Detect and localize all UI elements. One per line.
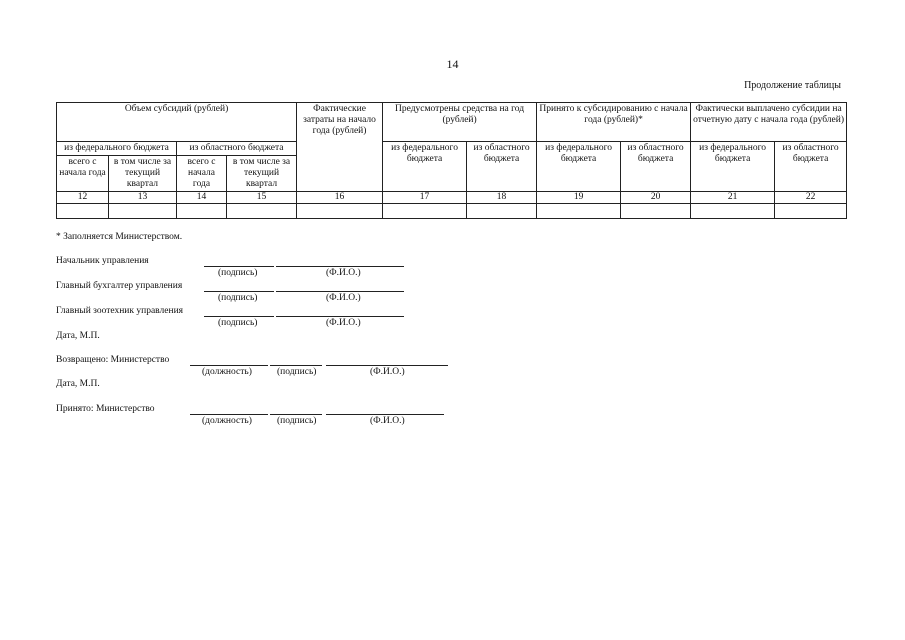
header-planned-federal: из федерального бюджета [383, 142, 467, 192]
header-actual-costs: Фактические затраты на начало года (рублей) [297, 103, 383, 192]
col-number: 19 [537, 192, 621, 204]
header-paid-federal: из федерального бюджета [691, 142, 775, 192]
col-number: 13 [109, 192, 177, 204]
caption-signature: (подпись) [218, 293, 258, 303]
label-chief-accountant: Главный бухгалтер управления [56, 281, 183, 291]
caption-fio: (Ф.И.О.) [326, 268, 361, 278]
header-from-regional: из областного бюджета [177, 142, 297, 156]
header-paid-regional: из областного бюджета [775, 142, 847, 192]
label-accepted-ministry: Принято: Министерство [56, 404, 155, 414]
fio-line [326, 414, 444, 415]
header-accepted: Принято к субсидированию с начала года (рублей)* [537, 103, 691, 142]
header-accepted-federal: из федерального бюджета [537, 142, 621, 192]
fio-line [276, 316, 404, 317]
label-date-stamp: Дата, М.П. [56, 379, 100, 389]
label-returned-ministry: Возвращено: Министерство [56, 355, 170, 365]
header-planned-funds: Предусмотрены средства на год (рублей) [383, 103, 537, 142]
col-number: 20 [621, 192, 691, 204]
header-accepted-regional: из областного бюджета [621, 142, 691, 192]
fio-line [276, 291, 404, 292]
col-number: 21 [691, 192, 775, 204]
header-current-quarter-regional: в том числе за текущий квартал [227, 156, 297, 192]
caption-fio: (Ф.И.О.) [370, 367, 405, 377]
signature-line [270, 414, 322, 415]
position-line [190, 414, 268, 415]
signature-line [204, 316, 274, 317]
caption-signature: (подпись) [218, 318, 258, 328]
fio-line [326, 365, 448, 366]
caption-fio: (Ф.И.О.) [326, 318, 361, 328]
header-subsidy-volume: Объем субсидий (рублей) [57, 103, 297, 142]
col-number: 14 [177, 192, 227, 204]
signature-line [270, 365, 322, 366]
col-number: 12 [57, 192, 109, 204]
label-head: Начальник управления [56, 256, 149, 266]
signature-line [204, 266, 274, 267]
header-total-since-start-regional: всего с начала года [177, 156, 227, 192]
label-chief-zootechnician: Главный зоотехник управления [56, 306, 184, 316]
continuation-label: Продолжение таблицы [744, 80, 841, 91]
fio-line [276, 266, 404, 267]
header-from-federal: из федерального бюджета [57, 142, 177, 156]
footnote: * Заполняется Министерством. [56, 232, 183, 242]
caption-signature: (подпись) [218, 268, 258, 278]
page-number: 14 [446, 57, 459, 71]
caption-signature: (подпись) [277, 367, 317, 377]
col-number: 16 [297, 192, 383, 204]
caption-position: (должность) [202, 416, 252, 426]
position-line [190, 365, 268, 366]
col-number: 15 [227, 192, 297, 204]
caption-position: (должность) [202, 367, 252, 377]
col-number: 22 [775, 192, 847, 204]
col-number: 17 [383, 192, 467, 204]
caption-signature: (подпись) [277, 416, 317, 426]
signature-line [204, 291, 274, 292]
header-paid: Фактически выплачено субсидии на отчетную дату с начала года (рублей) [691, 103, 847, 142]
col-number: 18 [467, 192, 537, 204]
header-planned-regional: из областного бюджета [467, 142, 537, 192]
header-total-since-start: всего с начала года [57, 156, 109, 192]
caption-fio: (Ф.И.О.) [326, 293, 361, 303]
header-current-quarter: в том числе за текущий квартал [109, 156, 177, 192]
caption-fio: (Ф.И.О.) [370, 416, 405, 426]
label-date-stamp: Дата, М.П. [56, 331, 100, 341]
